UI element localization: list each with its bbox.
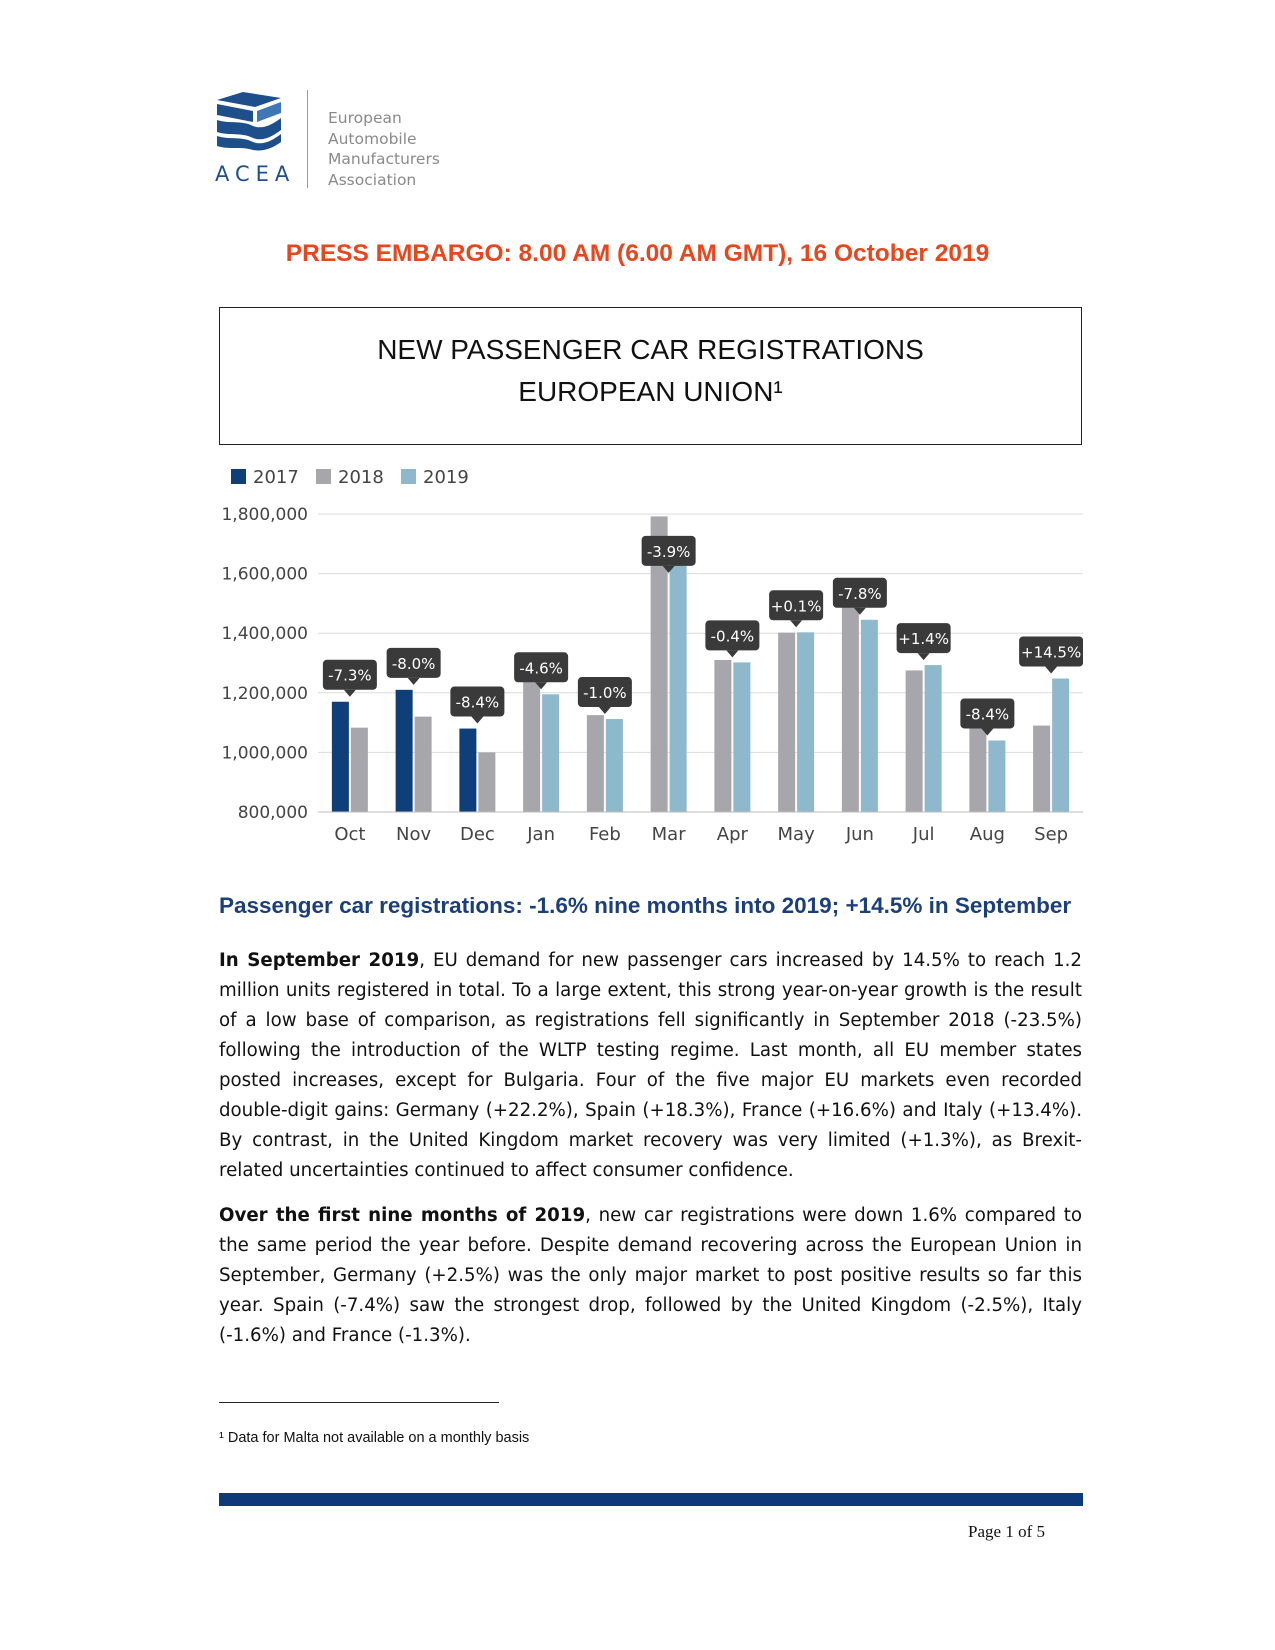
annotation-label: -3.9% — [646, 542, 691, 561]
legend-label: 2018 — [338, 467, 384, 488]
annotation-label: -1.0% — [583, 684, 627, 703]
x-tick-label: Apr — [716, 824, 748, 845]
x-tick-label: Mar — [651, 824, 686, 845]
annotation-label: -8.4% — [455, 693, 500, 712]
footnote: ¹ Data for Malta not available on a monthly basis — [219, 1430, 530, 1446]
legend-label: 2017 — [253, 467, 299, 488]
bar-2019 — [542, 694, 559, 812]
logo-divider — [307, 90, 308, 188]
y-tick-label: 800,000 — [237, 803, 308, 823]
bar-2018 — [778, 633, 795, 812]
annotation-label: -0.4% — [710, 627, 755, 646]
bar-2019 — [925, 665, 942, 812]
annotation-pointer — [408, 678, 420, 685]
footer-bar — [219, 1493, 1083, 1506]
paragraph-nine-months — [219, 1201, 1082, 1351]
legend-swatch — [316, 469, 331, 484]
footnote-rule — [219, 1402, 499, 1403]
x-tick-label: Jul — [912, 824, 935, 845]
logo-line: Manufacturers — [328, 150, 440, 168]
bar-2018 — [1033, 726, 1050, 812]
y-tick-label: 1,400,000 — [221, 624, 308, 645]
legend-swatch — [401, 469, 416, 484]
paragraph-lead: Over the first nine months of 2019 — [219, 1205, 586, 1226]
paragraph-september — [219, 946, 1082, 1186]
title-line-2: EUROPEAN UNION¹ — [518, 376, 783, 407]
logo-text — [328, 108, 440, 190]
x-tick-label: Oct — [334, 824, 366, 845]
y-tick-label: 1,200,000 — [221, 683, 308, 704]
acea-cube-icon — [215, 90, 285, 155]
bar-2017 — [396, 690, 413, 812]
logo-line: European — [328, 109, 402, 127]
registrations-chart — [213, 462, 1083, 882]
title-line-1: NEW PASSENGER CAR REGISTRATIONS — [377, 334, 924, 365]
title-box — [219, 307, 1082, 445]
logo-line: Association — [328, 170, 417, 189]
paragraph-body: , EU demand for new passenger cars increased by 14.5% to reach 1.2 million units registered in total. To a large extent, this strong year-on-year growth is the result of a low base of comparison, as registrations fell significantly in September 2018 (-23.5%) following the introduction of the WLTP testing regime. Last month, all EU member states posted increases, except for Bulgaria. Four of the five major EU markets even recorded double-digit gains: Germany (+22.2%), Spain (+18.3%), France (+16.6%) and Italy (+13.4%). By contrast, in the United Kingdom market recovery was very limited (+1.3%), as Brexit-related uncertainties continued to affect consumer confidence. — [219, 950, 1082, 1181]
x-tick-label: Feb — [588, 824, 621, 845]
legend-swatch — [231, 469, 246, 484]
annotation-pointer — [471, 717, 483, 724]
bar-2017 — [332, 702, 349, 812]
y-tick-label: 1,600,000 — [221, 564, 308, 585]
logo-line: Automobile — [328, 129, 417, 148]
annotation-label: -7.8% — [838, 584, 882, 603]
x-tick-label: Aug — [969, 824, 1005, 845]
annotation-pointer — [1045, 666, 1057, 673]
x-tick-label: Jan — [527, 824, 555, 845]
bar-2019 — [733, 662, 750, 812]
paragraph-lead: In September 2019 — [219, 950, 420, 971]
annotation-label: +1.4% — [898, 630, 949, 649]
annotation-pointer — [790, 620, 802, 627]
bar-2018 — [714, 660, 731, 812]
bar-2019 — [988, 740, 1005, 812]
chart-svg — [213, 462, 1083, 882]
legend-label: 2019 — [423, 467, 469, 488]
bar-2017 — [459, 729, 476, 812]
bar-2019 — [797, 632, 814, 812]
logo-acronym: ACEA — [215, 162, 296, 186]
bar-2018 — [906, 670, 923, 812]
annotation-pointer — [726, 650, 738, 657]
bar-2018 — [415, 717, 432, 812]
bar-2018 — [587, 715, 604, 812]
bar-2019 — [1052, 678, 1069, 812]
bar-2018 — [478, 752, 495, 812]
annotation-label: -8.4% — [965, 705, 1010, 724]
press-embargo: PRESS EMBARGO: 8.00 AM (6.00 AM GMT), 16 October 2019 — [285, 240, 990, 267]
bar-2018 — [842, 583, 859, 812]
section-heading: Passenger car registrations: -1.6% nine months into 2019; +14.5% in September — [219, 893, 1072, 918]
x-tick-label: Jun — [845, 824, 874, 845]
y-tick-label: 1,800,000 — [221, 505, 308, 525]
page-number: Page 1 of 5 — [968, 1522, 1045, 1541]
bar-2019 — [861, 620, 878, 812]
x-tick-label: Sep — [1034, 824, 1069, 845]
bar-2019 — [670, 538, 687, 812]
paragraph-body: , new car registrations were down 1.6% compared to the same period the year before. Despite demand recovering across the European Union in September, Germany (+2.5%) was the only major market to post positive results so far this year. Spain (-7.4%) saw the strongest drop, followed by the United Kingdom (-2.5%), Italy (-1.6%) and France (-1.3%). — [219, 1205, 1082, 1346]
y-tick-label: 1,000,000 — [221, 743, 308, 764]
annotation-label: -7.3% — [328, 666, 372, 685]
annotation-label: +14.5% — [1021, 643, 1082, 662]
annotation-pointer — [918, 653, 930, 660]
annotation-label: +0.1% — [770, 597, 822, 616]
annotation-label: -8.0% — [391, 654, 436, 673]
x-tick-label: Dec — [459, 824, 495, 845]
bar-2018 — [523, 677, 540, 812]
annotation-pointer — [599, 707, 611, 714]
bar-2018 — [351, 728, 368, 812]
x-tick-label: Nov — [396, 824, 432, 845]
annotation-label: -4.6% — [519, 659, 563, 678]
x-tick-label: May — [777, 824, 815, 845]
acea-logo — [215, 90, 475, 190]
bar-2019 — [606, 719, 623, 812]
